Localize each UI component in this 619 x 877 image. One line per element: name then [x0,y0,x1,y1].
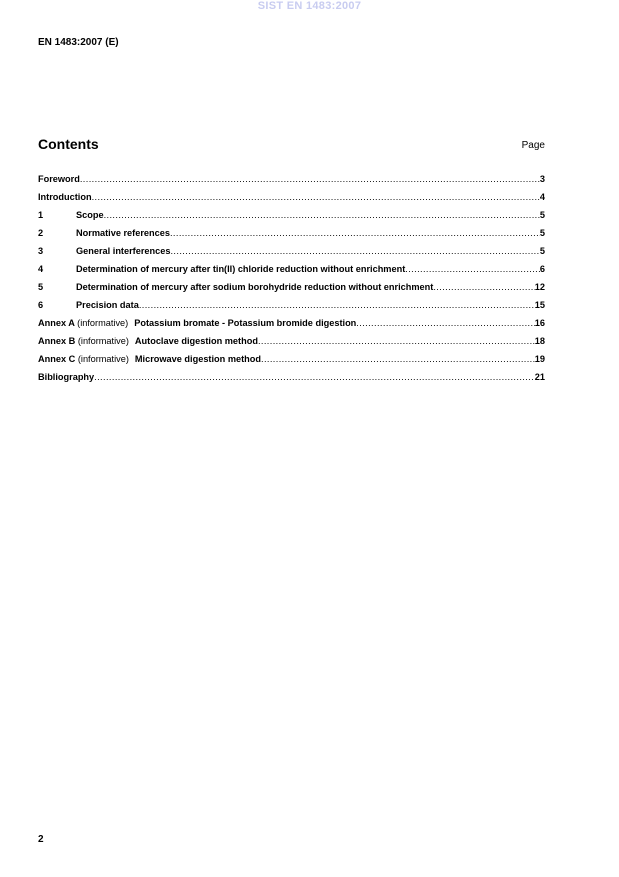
annex-letter: Annex A [38,318,75,328]
toc-entry-page: 5 [539,210,545,220]
toc-entry-annex-a[interactable] [38,318,545,336]
toc-entry-title: Determination of mercury after tin(II) chloride reduction without enrichment [76,264,406,274]
annex-letter: Annex B [38,336,76,346]
toc-leader-dots [104,210,540,220]
document-id: EN 1483:2007 (E) [38,37,119,48]
toc-entry-foreword[interactable] [38,174,545,192]
toc-entry-number: 6 [38,300,44,310]
toc-leader-dots [261,354,535,364]
toc-entry-number: 2 [38,228,44,238]
annex-letter: Annex C [38,354,76,364]
toc-entry-title: Introduction [38,192,92,202]
toc-entry-page: 18 [534,336,545,346]
toc-annex-label [38,336,135,346]
toc-entry-clause-1[interactable] [38,210,545,228]
table-of-contents [38,174,545,390]
toc-entry-page: 6 [539,264,545,274]
toc-entry-page: 15 [534,300,545,310]
annex-type: (informative) [77,354,129,364]
toc-entry-clause-2[interactable] [38,228,545,246]
toc-entry-clause-6[interactable] [38,300,545,318]
toc-annex-label [38,354,135,364]
annex-type: (informative) [77,336,129,346]
toc-entry-title: Precision data [76,300,139,310]
toc-entry-page: 21 [534,372,545,382]
toc-leader-dots [139,300,535,310]
annex-type: (informative) [77,318,129,328]
toc-entry-title: Scope [76,210,104,220]
toc-entry-title: Bibliography [38,372,95,382]
toc-entry-annex-b[interactable] [38,336,545,354]
toc-leader-dots [94,372,535,382]
page-column-label: Page [521,140,545,151]
contents-heading: Contents [38,136,99,152]
toc-entry-page: 5 [539,246,545,256]
toc-entry-clause-3[interactable] [38,246,545,264]
toc-entry-number: 5 [38,282,44,292]
toc-entry-page: 12 [534,282,545,292]
toc-entry-clause-5[interactable] [38,282,545,300]
toc-entry-page: 19 [534,354,545,364]
toc-leader-dots [170,228,540,238]
toc-entry-page: 5 [539,228,545,238]
toc-leader-dots [433,282,534,292]
toc-entry-page: 16 [534,318,545,328]
toc-entry-title: Foreword [38,174,80,184]
toc-entry-clause-4[interactable] [38,264,545,282]
toc-entry-title: General interferences [76,246,171,256]
toc-annex-label [38,318,134,328]
toc-leader-dots [405,264,540,274]
toc-leader-dots [92,192,540,202]
toc-entry-number: 3 [38,246,44,256]
page-number: 2 [38,834,44,845]
toc-entry-title: Determination of mercury after sodium borohydride reduction without enrichment [76,282,434,292]
toc-entry-title: Potassium bromate - Potassium bromide digestion [134,318,357,328]
toc-entry-title: Microwave digestion method [134,354,261,364]
toc-leader-dots [356,318,534,328]
toc-entry-page: 3 [539,174,545,184]
toc-entry-title: Autoclave digestion method [134,336,258,346]
toc-entry-title: Normative references [76,228,170,238]
toc-entry-annex-c[interactable] [38,354,545,372]
watermark: SIST EN 1483:2007 [257,0,362,12]
toc-leader-dots [170,246,539,256]
toc-entry-number: 4 [38,264,44,274]
toc-entry-page: 4 [539,192,545,202]
toc-leader-dots [258,336,535,346]
toc-entry-introduction[interactable] [38,192,545,210]
toc-entry-bibliography[interactable] [38,372,545,390]
toc-entry-number: 1 [38,210,44,220]
toc-leader-dots [80,174,540,184]
